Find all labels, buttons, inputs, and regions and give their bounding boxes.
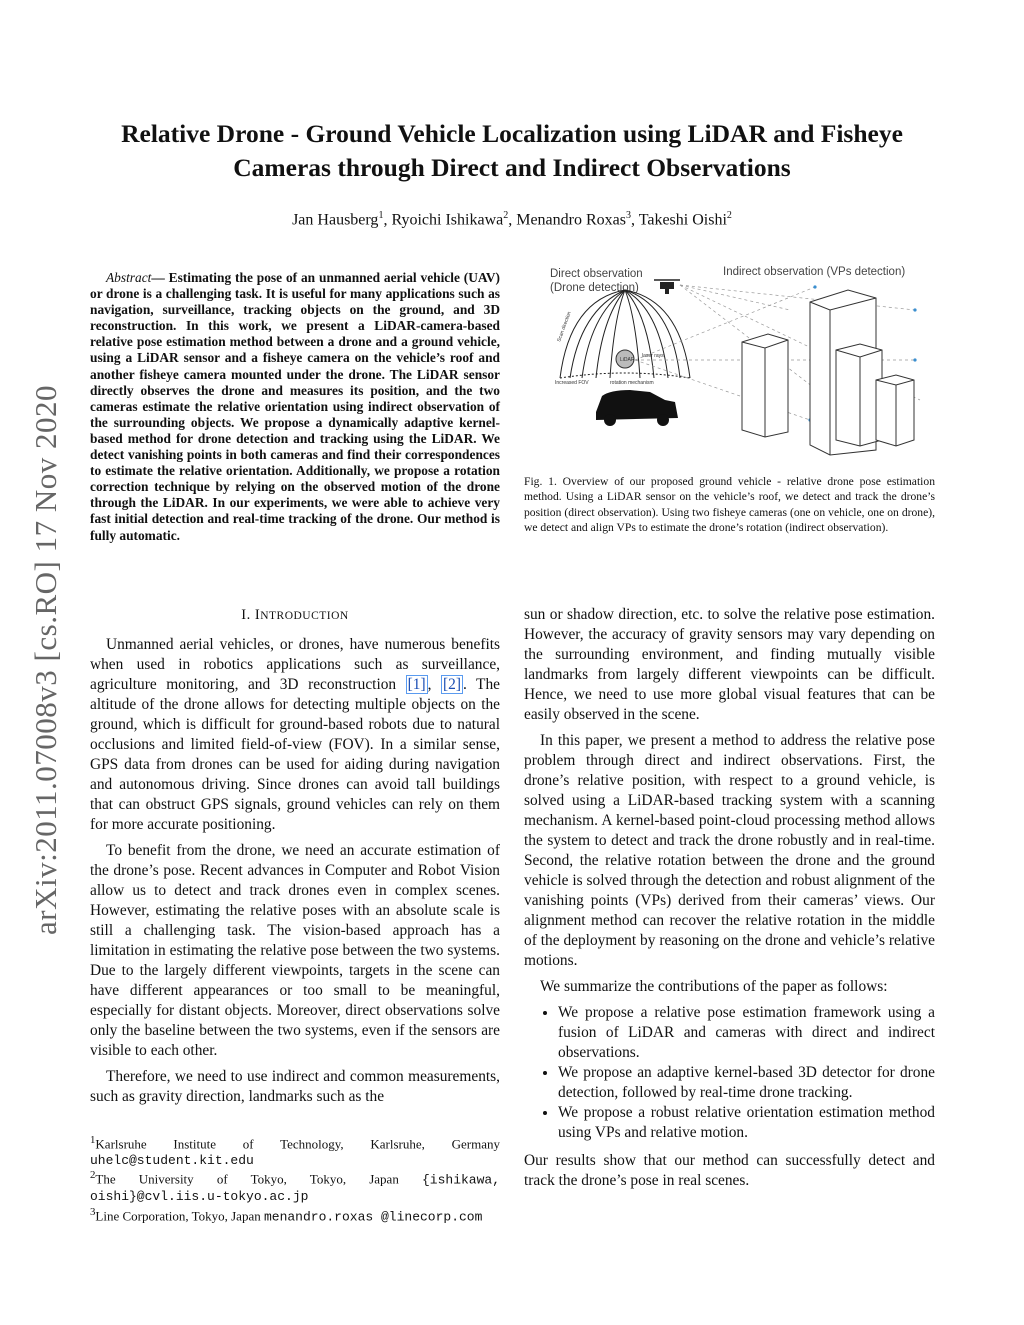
figure-label-direct: Direct observation — [550, 268, 643, 280]
footnote-text: Karlsruhe Institute of Technology, Karlsruhe, Germany — [95, 1136, 500, 1152]
abstract — [90, 270, 500, 544]
intro-paragraph-3: Therefore, we need to use indirect and common measurements, such as gravity direction, landmarks such as the — [90, 1068, 500, 1105]
section-title-rest: NTRODUCTION — [260, 610, 349, 622]
section-initial: I — [254, 607, 261, 623]
footnote-1 — [90, 1133, 500, 1168]
citation-link[interactable]: [2] — [443, 676, 461, 693]
list-item: • We propose a relative pose estimation framework using a fusion of LiDAR and cameras with direct and indirect observations. — [558, 1003, 935, 1063]
author-name: , Ryoichi Ishikawa — [383, 211, 504, 229]
section-number: I. — [241, 607, 255, 623]
abstract-label: Abstract — [106, 270, 152, 285]
paragraph-text: . The altitude of the drone allows for detecting multiple objects on the ground, which is difficult for ground-based robots due to natural occlusions and limited field-of-view (FOV). In a similar sense, GPS data from drones can be used for aiding during navigation and autonomous driving. Since drones can avoid tall buildings that can obstruct GPS signals, ground vehicles can rely on them for more accurate positioning. — [90, 676, 500, 833]
author-affiliation: 3 — [625, 210, 631, 221]
author-affiliation: 2 — [503, 210, 509, 221]
footnote-number: 3 — [90, 1205, 96, 1218]
right-paragraph-3: We summarize the contributions of the paper as follows: — [540, 978, 888, 995]
citation-link[interactable]: [1] — [407, 676, 426, 693]
figure-label-lidar: LiDAR — [620, 357, 635, 363]
figure-label-rotation: rotation mechanism — [610, 380, 654, 386]
figure-label-indirect: Indirect observation (VPs detection) — [723, 266, 906, 278]
author-affiliation: 2 — [726, 210, 732, 221]
building-icons — [742, 290, 914, 455]
right-paragraph-1: sun or shadow direction, etc. to solve the relative pose estimation. However, the accuracy of gravity sensors may vary depending on the surrounding environment, and finding mutually visible landmarks from largely different viewpoints can be difficult. Hence, we need to use more global visual features that can be easily observed in the scene. — [524, 606, 935, 723]
title-line-1: Relative Drone - Ground Vehicle Localization using LiDAR and Fisheye — [121, 119, 903, 148]
figure-1-caption: Fig. 1. Overview of our proposed ground vehicle - relative drone pose estimation method. Using a LiDAR sensor on the vehicle’s roof, we detect and track the drone’s position (direct observation). Using two fisheye cameras (one on vehicle, one on drone), we detect and align VPs to estimate the drone’s rotation (indirect observation). — [524, 475, 935, 535]
author-name: , Menandro Roxas — [508, 211, 626, 229]
list-item: • We propose an adaptive kernel-based 3D detector for drone detection, followed by real-time drone tracking. — [558, 1063, 935, 1103]
figure-label-laser: laser rays — [642, 353, 664, 359]
right-paragraph-4: Our results show that our method can successfully detect and track the drone’s pose in real scenes. — [524, 1152, 935, 1189]
arxiv-sidebar: arXiv:2011.07008v3 [cs.RO] 17 Nov 2020 — [28, 385, 63, 935]
footnote-3 — [90, 1205, 500, 1225]
footnote-number: 1 — [90, 1134, 96, 1146]
vehicle-icon — [596, 390, 678, 426]
right-paragraph-2: In this paper, we present a method to address the relative pose problem through direct and indirect observations. First, the drone’s relative position, with respect to a ground vehicle, is solved using a LiDAR-based tracking system with a scanning mechanism. A kernel-based point-cloud processing method allows the system to detect and track the drone robustly and in real-time. Second, the relative rotation between the drone and the ground vehicle is solved through the detection and robust alignment of the vanishing points (VPs) derived from their cameras’ views. Our alignment method can recover the relative rotation in the middle of the deployment by reasoning on the drone and vehicle’s relative motions. — [524, 732, 935, 969]
footnotes — [90, 1133, 500, 1224]
title-line-2: Cameras through Direct and Indirect Observations — [233, 153, 791, 182]
footnote-text: Line Corporation, Tokyo, Japan — [95, 1207, 264, 1223]
left-column-body — [90, 635, 500, 1113]
section-heading-introduction — [90, 607, 500, 624]
footnote-email: uhelc@student.kit.edu — [90, 1152, 254, 1168]
paragraph-text: Unmanned aerial vehicles, or drones, have numerous benefits when used in robotics applications such as surveillance, agriculture monitoring, and 3D reconstruction — [90, 636, 500, 693]
author-name: , Takeshi Oishi — [630, 211, 727, 229]
author-name: Jan Hausberg — [292, 211, 379, 229]
right-column-body — [524, 605, 935, 1197]
footnote-number: 2 — [90, 1169, 96, 1182]
drone-icon — [654, 280, 680, 294]
footnote-email: {ishikawa, oishi}@cvl.iis.u-tokyo.ac.jp — [90, 1172, 500, 1205]
intro-paragraph-1 — [90, 635, 500, 835]
figure-label-scan-direction: Scan direction — [556, 310, 573, 343]
paper-title — [60, 117, 964, 185]
figure-label-fov: Increased FOV — [555, 380, 589, 386]
footnote-email: menandro.roxas @linecorp.com — [263, 1208, 483, 1224]
abstract-text: — Estimating the pose of an unmanned aerial vehicle (UAV) or drone is a challenging task. It is useful for many applications such as navigation, surveillance, tracking objects on the ground, and 3D reconstruction. In this work, we present a LiDAR-camera-based relative pose estimation method between a drone and a ground vehicle, using a LiDAR sensor and a fisheye camera on the vehicle’s roof and another fisheye camera mounted under the drone. The LiDAR sensor directly observes the drone and measures its position, and the two cameras estimate the relative orientation using indirect observation of the surrounding objects. We propose a dynamically adaptive kernel-based method for drone detection and tracking using the LiDAR. We detect vanishing points in both cameras and find their correspondences to estimate the relative orientation. Additionally, we propose a rotation correction technique by relying on the observed motion of the drone through the LiDAR. In our experiments, we were able to achieve very fast initial detection and real-time tracking of the drone. Our method is fully automatic. — [90, 270, 500, 543]
figure-1-overview — [530, 260, 930, 460]
contribution-list — [524, 1003, 935, 1143]
author-affiliation: 1 — [378, 210, 384, 221]
footnote-2 — [90, 1168, 500, 1204]
author-list — [60, 210, 964, 229]
footnote-text: The University of Tokyo, Tokyo, Japan — [95, 1171, 422, 1187]
intro-paragraph-2: To benefit from the drone, we need an accurate estimation of the drone’s pose. Recent advances in Computer and Robot Vision allow us to detect and track drones even in complex scenes. However, estimating the relative poses with an absolute scale is still a challenging task. The vision-based approach has a limitation in estimating the relative pose between the two systems. Due to the largely different viewpoints, targets in the scene can have different appearances or too small to be meaningful, especially for distant objects. Moreover, direct observations solve only the baseline between the two systems, even if the sensors are visible to each other. — [90, 842, 500, 1059]
figure-label-direct-sub: (Drone detection) — [550, 282, 639, 294]
list-item: • We propose a robust relative orientation estimation method using VPs and relative motion. — [558, 1103, 935, 1143]
paragraph-text: , — [427, 676, 441, 693]
